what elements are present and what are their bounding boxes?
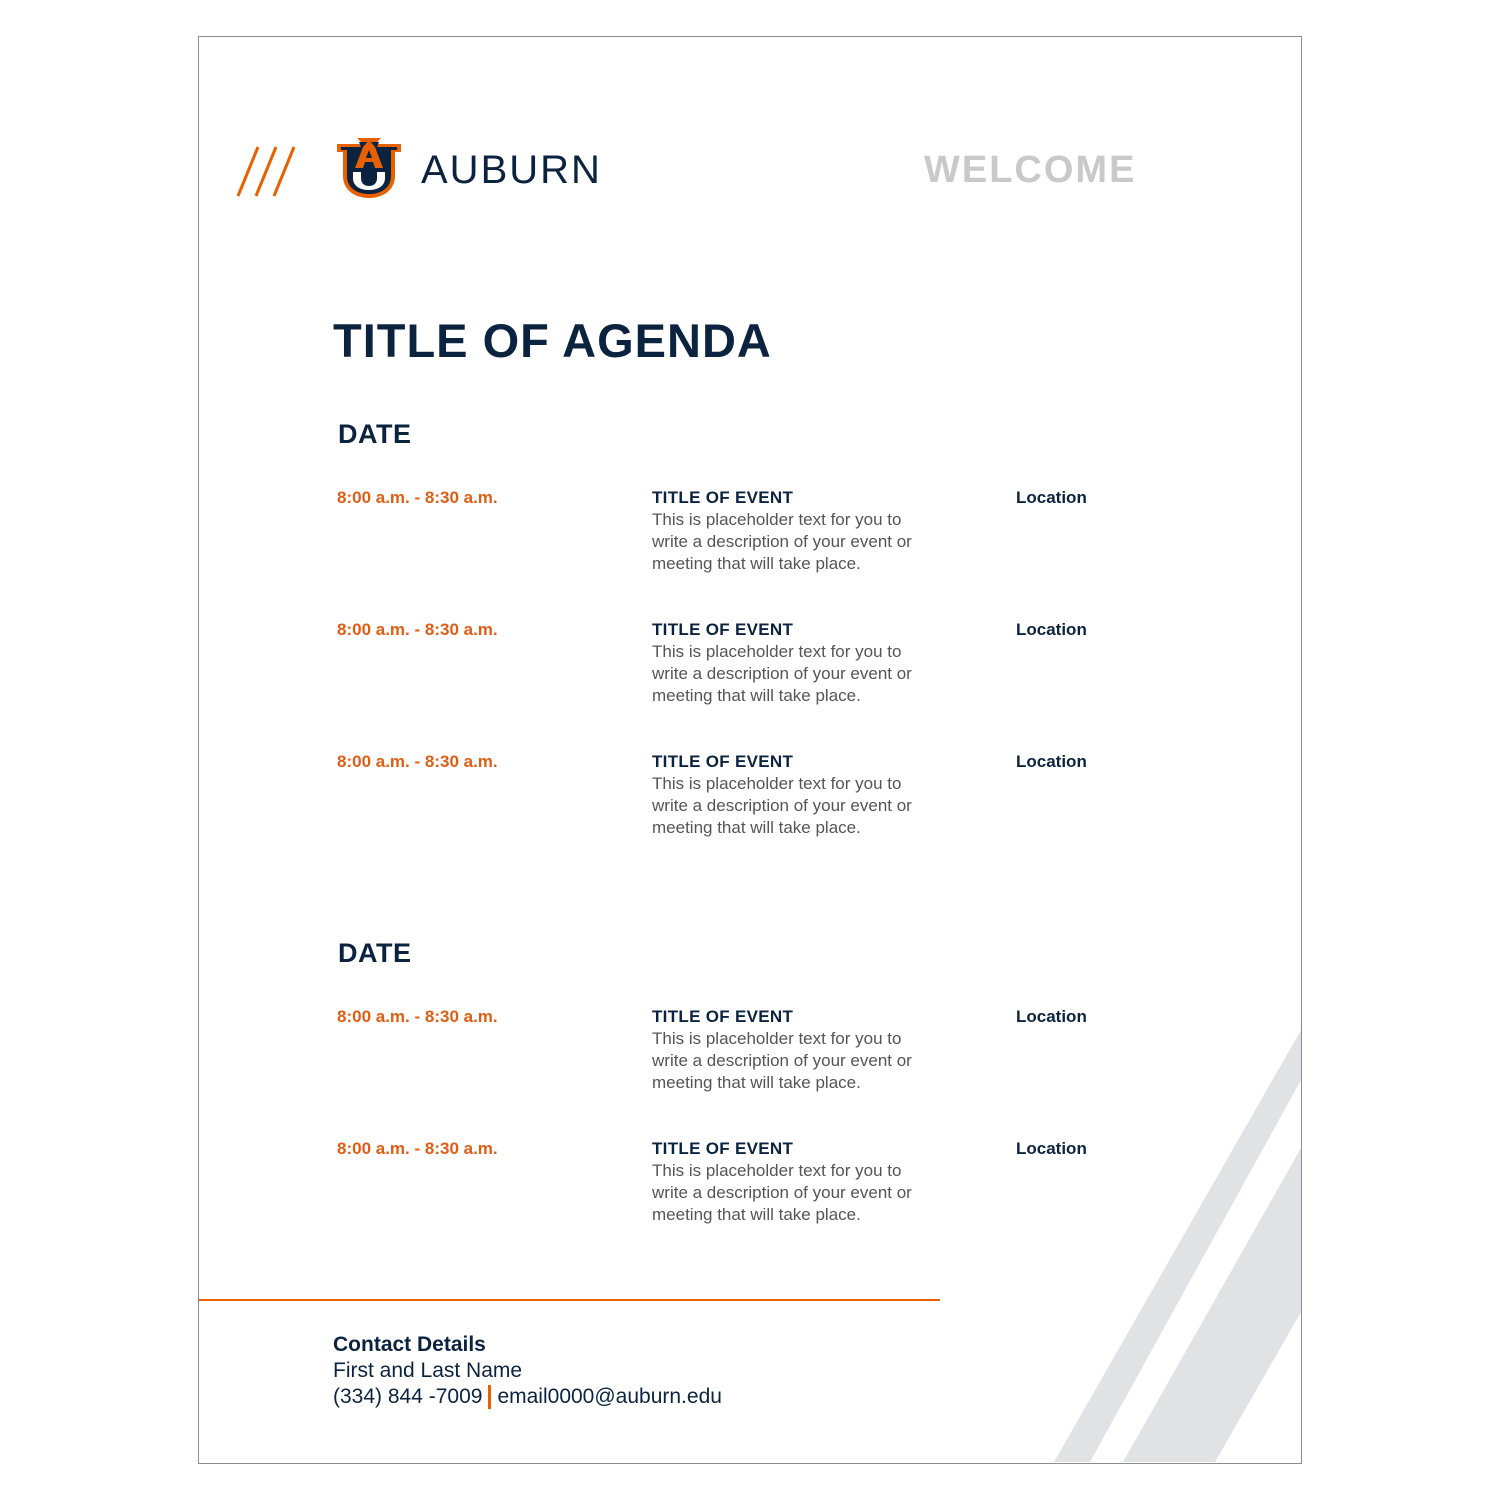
contact-heading: Contact Details <box>333 1333 486 1356</box>
event-desc-line: meeting that will take place. <box>652 1205 861 1224</box>
event-location: Location <box>1016 620 1087 639</box>
contact-name: First and Last Name <box>333 1359 523 1382</box>
event-desc-line: This is placeholder text for you to <box>652 510 902 529</box>
contact-phone[interactable]: (334) 844 -7009 <box>333 1385 483 1408</box>
event-location: Location <box>1016 1139 1087 1158</box>
event-time: 8:00 a.m. - 8:30 a.m. <box>337 1007 498 1026</box>
event-title: TITLE OF EVENT <box>652 752 794 771</box>
event-desc-line: write a description of your event or <box>652 532 912 551</box>
auburn-wordmark: AUBURN <box>421 148 602 192</box>
auburn-au-logo-icon <box>333 138 405 200</box>
event-title: TITLE OF EVENT <box>652 488 794 507</box>
event-time: 8:00 a.m. - 8:30 a.m. <box>337 620 498 639</box>
event-location: Location <box>1016 488 1087 507</box>
contact-line <box>333 1384 722 1410</box>
footer-divider <box>199 1299 940 1301</box>
event-desc-line: meeting that will take place. <box>652 686 861 705</box>
event-block <box>652 751 972 839</box>
agenda-row <box>0 1006 1500 1116</box>
event-desc-line: This is placeholder text for you to <box>652 1029 902 1048</box>
slash-1 <box>238 147 258 196</box>
event-desc-line: write a description of your event or <box>652 796 912 815</box>
event-block <box>652 619 972 707</box>
event-block <box>652 487 972 575</box>
event-desc-line: write a description of your event or <box>652 1183 912 1202</box>
agenda-row <box>0 751 1500 861</box>
agenda-title: TITLE OF AGENDA <box>333 314 772 367</box>
agenda-row <box>0 487 1500 597</box>
event-block <box>652 1006 972 1094</box>
agenda-row <box>0 1138 1500 1248</box>
event-time: 8:00 a.m. - 8:30 a.m. <box>337 488 498 507</box>
event-title: TITLE OF EVENT <box>652 620 794 639</box>
event-desc-line: meeting that will take place. <box>652 1073 861 1092</box>
slashes-decoration <box>236 144 298 200</box>
agenda-row <box>0 619 1500 729</box>
slash-3 <box>274 147 294 196</box>
event-time: 8:00 a.m. - 8:30 a.m. <box>337 1139 498 1158</box>
event-desc-line: write a description of your event or <box>652 1051 912 1070</box>
event-desc-line: This is placeholder text for you to <box>652 1161 902 1180</box>
welcome-label: WELCOME <box>924 149 1137 191</box>
event-location: Location <box>1016 1007 1087 1026</box>
event-title: TITLE OF EVENT <box>652 1007 794 1026</box>
contact-separator <box>488 1385 491 1409</box>
date-heading-2: DATE <box>338 938 412 968</box>
event-desc-line: This is placeholder text for you to <box>652 642 902 661</box>
contact-email[interactable]: email0000@auburn.edu <box>497 1385 722 1408</box>
event-block <box>652 1138 972 1226</box>
event-desc-line: write a description of your event or <box>652 664 912 683</box>
event-location: Location <box>1016 752 1087 771</box>
event-desc-line: This is placeholder text for you to <box>652 774 902 793</box>
date-heading-1: DATE <box>338 419 412 449</box>
event-desc-line: meeting that will take place. <box>652 554 861 573</box>
event-desc-line: meeting that will take place. <box>652 818 861 837</box>
event-title: TITLE OF EVENT <box>652 1139 794 1158</box>
slash-2 <box>256 147 276 196</box>
event-time: 8:00 a.m. - 8:30 a.m. <box>337 752 498 771</box>
